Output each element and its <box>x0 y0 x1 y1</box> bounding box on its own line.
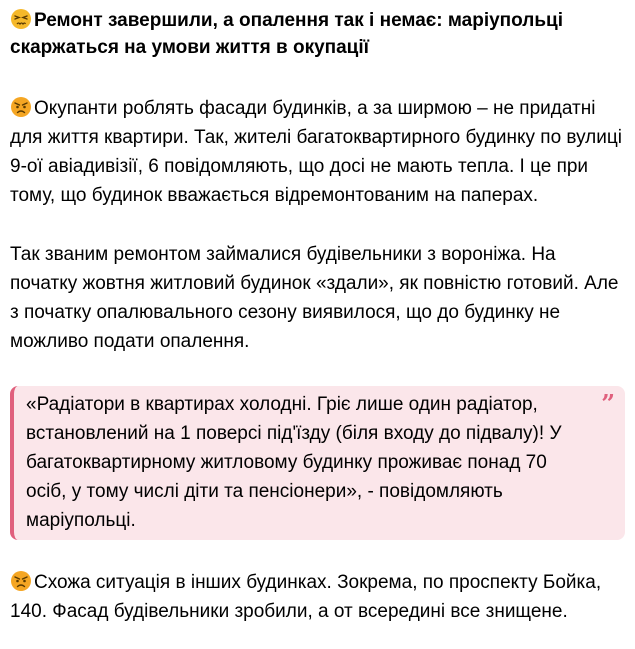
paragraph-2 <box>10 240 625 356</box>
angry-face-emoji-icon <box>10 570 32 592</box>
blockquote-text: «Радіатори в квартирах холодні. Гріє лише один радіатор, встановлений на 1 поверсі під'їзду (біля входу до підвалу)! У багатоквартирному житловому будинку проживає понад 70 осіб, у тому числі діти та пенсіонери», - повідомляють маріупольці. <box>26 394 562 531</box>
paragraph-1 <box>10 94 625 210</box>
quote-marks-icon: ” <box>601 389 615 418</box>
post-title-text: Ремонт завершили, а опалення так і немає: маріупольці скаржаться на умови життя в окупації <box>10 10 563 58</box>
persevering-face-emoji-icon <box>10 8 32 30</box>
paragraph-3-text: Схожа ситуація в інших будинках. Зокрема, по проспекту Бойка, 140. Фасад будівельники зробили, а от всередині все знищене. <box>10 572 602 622</box>
post-title <box>10 7 625 61</box>
angry-face-emoji-icon <box>10 96 32 118</box>
paragraph-2-text: Так званим ремонтом займалися будівельники з вороніжа. На початку жовтня житловий будинок «здали», як повністю готовий. Але з початку опалювального сезону виявилося, що до будинку не можливо подати опалення. <box>10 244 619 352</box>
paragraph-1-text: Окупанти роблять фасади будинків, а за ширмою – не придатні для життя квартири. Так, жителі багатоквартирного будинку по вулиці 9-ої авіадивізії, 6 повідомляють, що досі не мають тепла. І це при тому, що будинок вважається відремонтованим на паперах. <box>10 98 622 206</box>
blockquote <box>10 386 625 540</box>
paragraph-3 <box>10 568 625 626</box>
